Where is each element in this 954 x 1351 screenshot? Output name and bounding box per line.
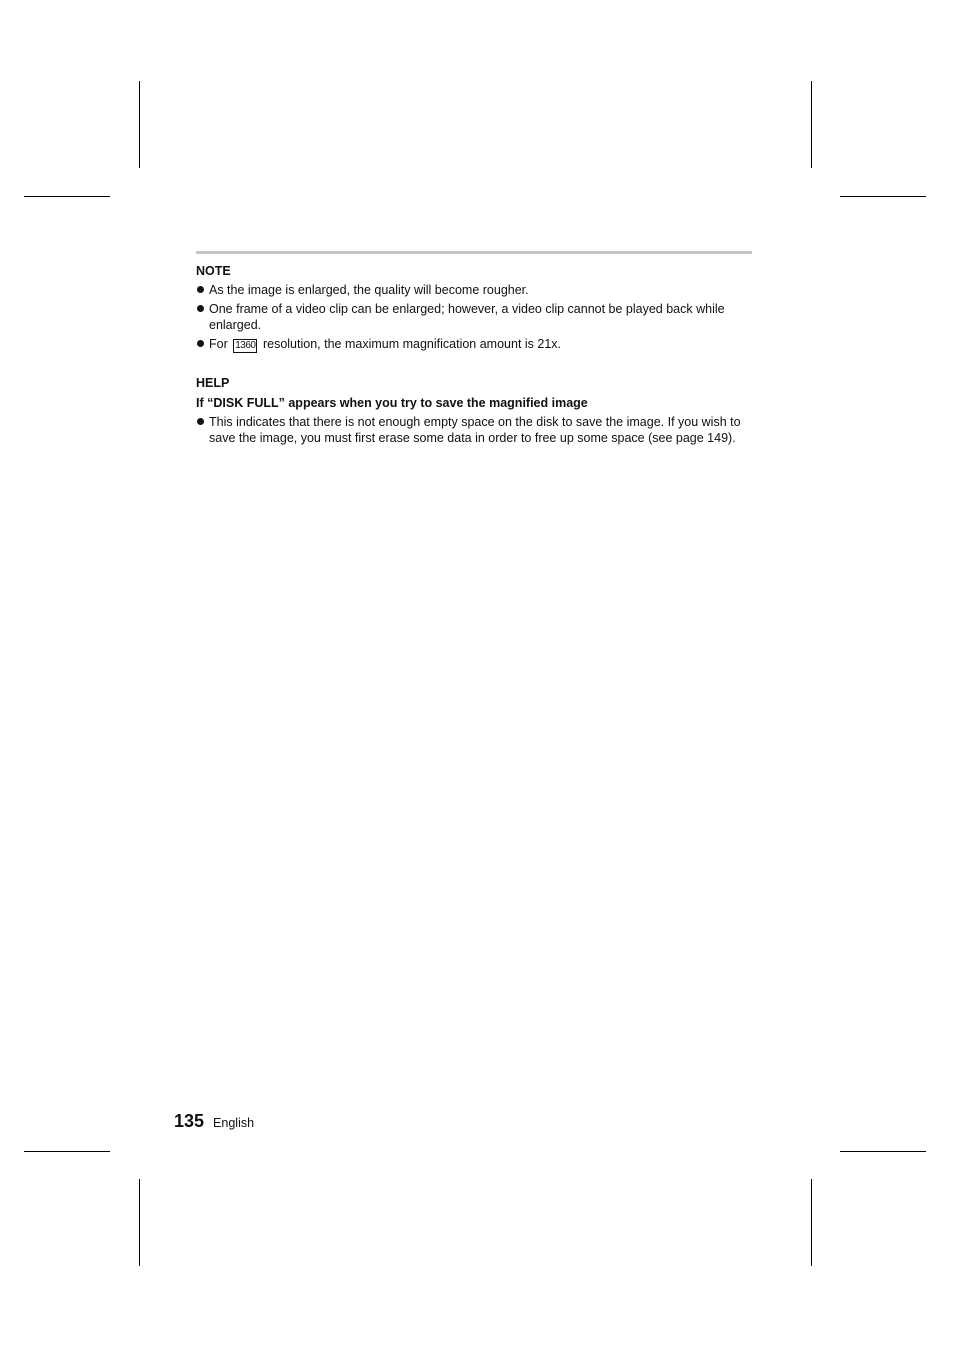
help-list	[196, 414, 752, 446]
note-list	[196, 282, 752, 353]
page-number: 135	[174, 1111, 205, 1131]
note-heading: NOTE	[196, 264, 231, 278]
crop-mark-top-right-horizontal	[840, 196, 926, 197]
note-item: As the image is enlarged, the quality will become rougher.	[196, 282, 752, 298]
crop-mark-bottom-right-horizontal	[840, 1151, 926, 1152]
crop-mark-bottom-left-horizontal	[24, 1151, 110, 1152]
crop-mark-bottom-right-vertical	[811, 1179, 812, 1266]
note-item-text-before: For	[209, 337, 228, 351]
page-footer	[174, 1111, 254, 1132]
note-item-text-after: resolution, the maximum magnification amount is 21x.	[262, 337, 562, 351]
language-label: English	[213, 1116, 255, 1130]
note-item	[196, 336, 752, 353]
crop-mark-top-right-vertical	[811, 81, 812, 168]
crop-mark-top-left-horizontal	[24, 196, 110, 197]
main-content	[196, 251, 752, 446]
crop-mark-bottom-left-vertical	[139, 1179, 140, 1266]
section-divider	[196, 251, 752, 254]
help-heading: HELP	[196, 376, 230, 390]
note-item: One frame of a video clip can be enlarged; however, a video clip cannot be played back while enlarged.	[196, 301, 752, 333]
help-subheading: If “DISK FULL” appears when you try to save the magnified image	[196, 396, 588, 410]
help-item: This indicates that there is not enough empty space on the disk to save the image. If you wish to save the image, you must first erase some data in order to free up some space (see page 149).	[196, 414, 752, 446]
resolution-1360-icon: 1360	[235, 340, 256, 351]
crop-mark-top-left-vertical	[139, 81, 140, 168]
